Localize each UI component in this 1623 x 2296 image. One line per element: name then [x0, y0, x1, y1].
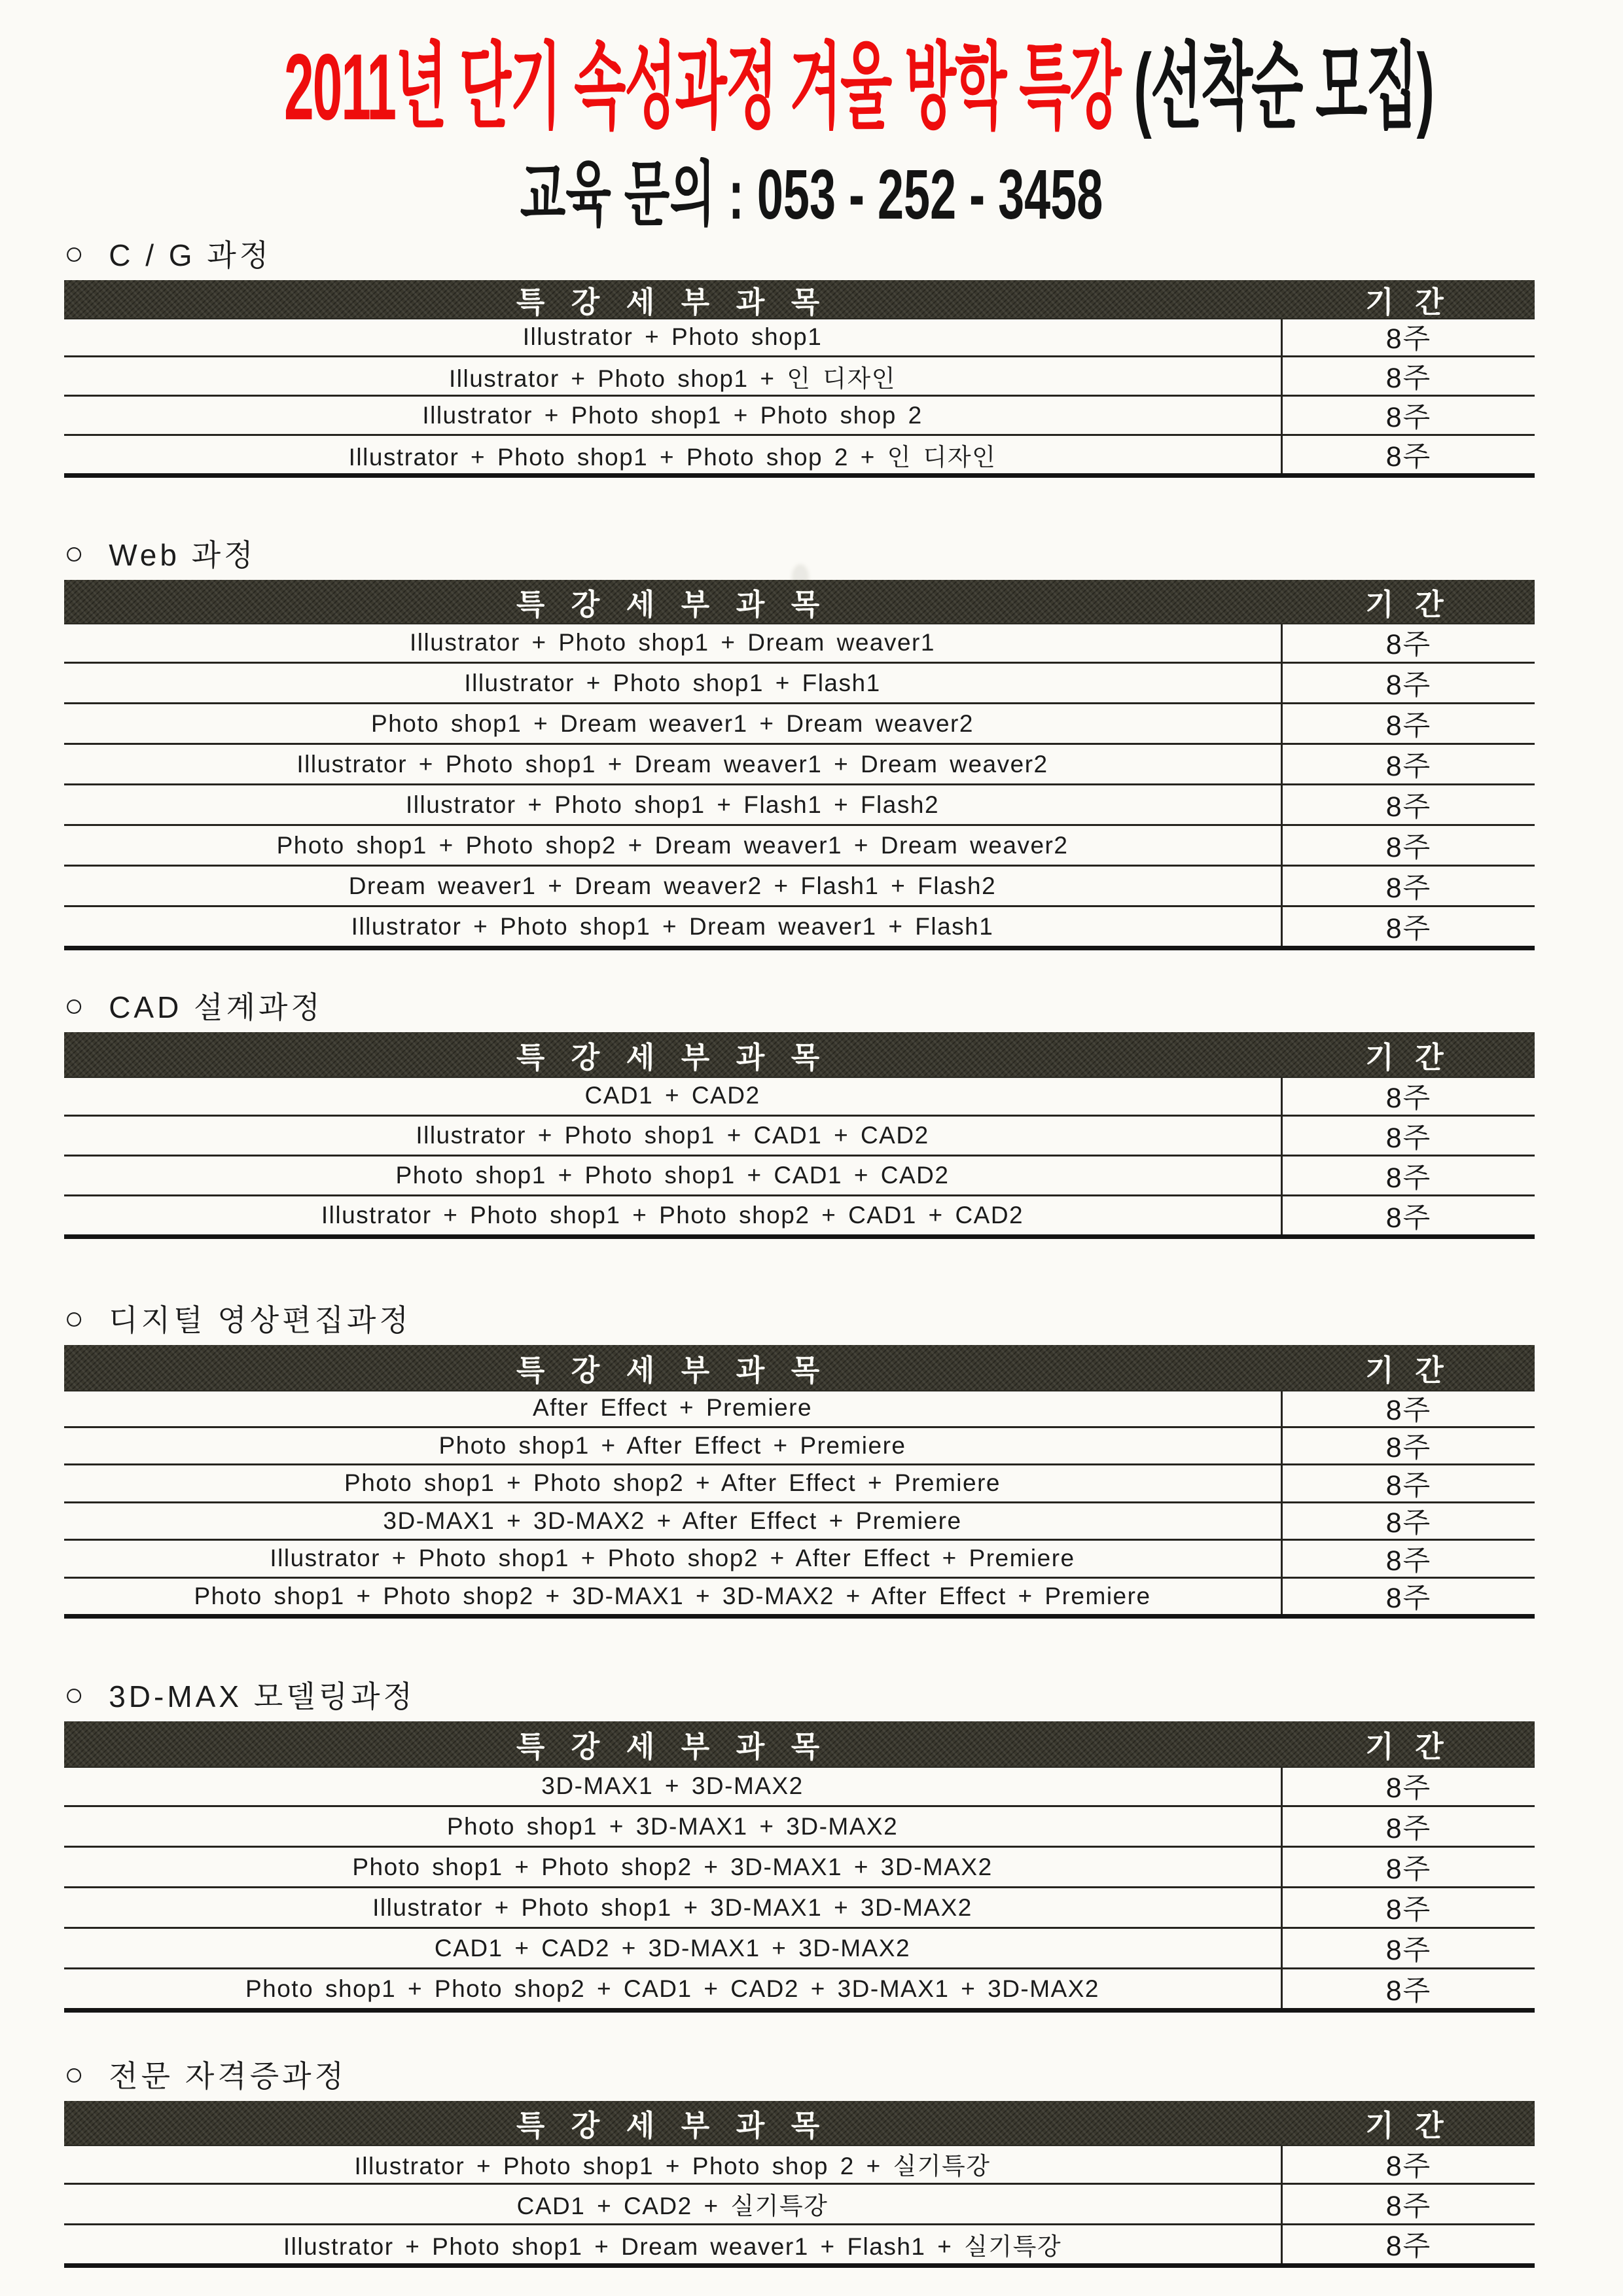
table-row — [64, 1846, 1535, 1886]
table-rows — [64, 1390, 1535, 1619]
subject-cell: CAD1 + CAD2 — [584, 1082, 760, 1109]
period-cell: 8주 — [1281, 1196, 1535, 1234]
column-header-subject: 특 강 세 부 과 목 — [516, 1354, 829, 1387]
table-row — [64, 318, 1535, 355]
course-table — [64, 280, 1535, 478]
period-cell: 8주 — [1281, 2225, 1535, 2263]
subject-cell: CAD1 + CAD2 + 실기특강 — [516, 2193, 829, 2220]
period-cell: 8주 — [1281, 907, 1535, 946]
table-row — [64, 1539, 1535, 1577]
course-table — [64, 2101, 1535, 2268]
period-cell: 8주 — [1281, 1579, 1535, 1615]
table-row — [64, 1115, 1535, 1155]
period-cell: 8주 — [1281, 745, 1535, 783]
subject-cell: Illustrator + Photo shop1 + Dream weaver1 + Flash1 + 실기특강 — [283, 2233, 1062, 2260]
subject-cell: Illustrator + Photo shop1 + Photo shop2 + After Effect + Premiere — [270, 1545, 1075, 1572]
scan-smudge — [792, 564, 809, 590]
table-row — [64, 1767, 1535, 1805]
circle-bullet-icon: ○ — [64, 2056, 84, 2092]
subject-cell: 3D-MAX1 + 3D-MAX2 — [541, 1772, 804, 1799]
period-cell: 8주 — [1281, 1428, 1535, 1464]
period-cell: 8주 — [1281, 1465, 1535, 1501]
subject-cell: Photo shop1 + 3D-MAX1 + 3D-MAX2 — [446, 1812, 899, 1840]
section-label — [64, 988, 1535, 1023]
circle-bullet-icon: ○ — [64, 1676, 84, 1713]
subject-cell: Illustrator + Photo shop1 + Photo shop 2 + 인 디자인 — [348, 443, 997, 471]
course-section — [64, 1300, 1535, 1619]
course-table — [64, 1032, 1535, 1239]
table-rows — [64, 318, 1535, 478]
table-header-bar — [64, 1721, 1535, 1767]
table-row — [64, 865, 1535, 905]
table-row — [64, 1390, 1535, 1426]
section-label — [64, 1677, 1535, 1712]
subject-cell: Illustrator + Photo shop1 + Flash1 + Flash2 — [405, 791, 940, 818]
column-header-subject: 특 강 세 부 과 목 — [516, 1730, 829, 1763]
section-label — [64, 236, 1535, 271]
period-cell: 8주 — [1281, 1157, 1535, 1194]
period-cell: 8주 — [1281, 1969, 1535, 2008]
table-row — [64, 2223, 1535, 2263]
subject-cell: CAD1 + CAD2 + 3D-MAX1 + 3D-MAX2 — [434, 1934, 911, 1962]
circle-bullet-icon: ○ — [64, 235, 84, 272]
course-section — [64, 988, 1535, 1239]
subject-cell: Photo shop1 + Photo shop2 + 3D-MAX1 + 3D-MAX2 + After Effect + Premiere — [194, 1582, 1151, 1609]
table-row — [64, 623, 1535, 662]
course-table — [64, 1721, 1535, 2013]
period-cell: 8주 — [1281, 867, 1535, 905]
period-cell: 8주 — [1281, 1807, 1535, 1846]
course-section — [64, 2056, 1535, 2268]
scan-smudge — [1492, 1350, 1512, 1364]
table-row — [64, 743, 1535, 783]
column-header-subject: 특 강 세 부 과 목 — [516, 587, 829, 621]
table-header-bar — [64, 2101, 1535, 2145]
subject-cell: Photo shop1 + Photo shop1 + CAD1 + CAD2 — [395, 1162, 950, 1189]
subject-cell: Photo shop1 + Photo shop2 + Dream weaver1 + Dream weaver2 — [276, 831, 1069, 859]
period-cell: 8주 — [1281, 1503, 1535, 1539]
table-row — [64, 1927, 1535, 1967]
period-cell: 8주 — [1281, 2185, 1535, 2223]
page-title-black-part: (선착순 모집) — [1133, 35, 1433, 140]
course-table — [64, 1345, 1535, 1619]
table-row — [64, 1577, 1535, 1615]
section-label-text: 3D-MAX 모델링과정 — [109, 1679, 416, 1713]
table-row — [64, 1077, 1535, 1115]
period-cell: 8주 — [1281, 623, 1535, 662]
section-label — [64, 1300, 1535, 1336]
column-header-period: 기 간 — [1365, 1730, 1450, 1763]
period-cell: 8주 — [1281, 826, 1535, 865]
period-cell: 8주 — [1281, 1390, 1535, 1426]
column-header-period: 기 간 — [1365, 2109, 1450, 2142]
column-header-period: 기 간 — [1365, 587, 1450, 621]
section-label-text: Web 과정 — [109, 538, 257, 572]
table-row — [64, 1805, 1535, 1846]
period-cell: 8주 — [1281, 704, 1535, 743]
course-section — [64, 236, 1535, 478]
table-row — [64, 662, 1535, 702]
subject-cell: Photo shop1 + Photo shop2 + After Effect + Premiere — [344, 1469, 1001, 1497]
period-cell: 8주 — [1281, 318, 1535, 355]
table-rows — [64, 1767, 1535, 2013]
circle-bullet-icon: ○ — [64, 1300, 84, 1336]
table-rows — [64, 1077, 1535, 1239]
section-label-text: 디지털 영상편집과정 — [109, 1303, 412, 1337]
period-cell: 8주 — [1281, 397, 1535, 434]
period-cell: 8주 — [1281, 1888, 1535, 1927]
section-label — [64, 2056, 1535, 2092]
table-rows — [64, 623, 1535, 950]
subject-cell: Illustrator + Photo shop1 + Flash1 — [464, 669, 881, 696]
period-cell: 8주 — [1281, 785, 1535, 824]
table-row — [64, 1501, 1535, 1539]
section-label-text: C / G 과정 — [109, 238, 272, 272]
column-header-subject: 특 강 세 부 과 목 — [516, 1040, 829, 1074]
subject-cell: Illustrator + Photo shop1 + CAD1 + CAD2 — [416, 1122, 929, 1149]
table-header-bar — [64, 1345, 1535, 1390]
subject-cell: Photo shop1 + After Effect + Premiere — [438, 1431, 906, 1459]
course-table — [64, 580, 1535, 950]
table-rows — [64, 2145, 1535, 2268]
page-title — [47, 35, 1623, 140]
subject-cell: Photo shop1 + Dream weaver1 + Dream weaver2 — [371, 709, 974, 737]
table-row — [64, 1463, 1535, 1501]
period-cell: 8주 — [1281, 436, 1535, 473]
subject-cell: Photo shop1 + Photo shop2 + 3D-MAX1 + 3D-MAX2 — [352, 1853, 993, 1880]
column-header-period: 기 간 — [1365, 1354, 1450, 1387]
circle-bullet-icon: ○ — [64, 535, 84, 571]
table-header-bar — [64, 1032, 1535, 1077]
subject-cell: Illustrator + Photo shop1 + Dream weaver1 + Flash1 — [351, 912, 994, 940]
column-header-subject: 특 강 세 부 과 목 — [516, 2109, 829, 2142]
subject-cell: Illustrator + Photo shop1 — [522, 323, 823, 350]
table-header-bar — [64, 280, 1535, 318]
subject-cell: Illustrator + Photo shop1 + 인 디자인 — [448, 365, 897, 392]
section-label-text: CAD 설계과정 — [109, 990, 323, 1024]
period-cell: 8주 — [1281, 1848, 1535, 1886]
period-cell: 8주 — [1281, 1077, 1535, 1115]
subject-cell: After Effect + Premiere — [532, 1394, 813, 1422]
subject-cell: Illustrator + Photo shop1 + 3D-MAX1 + 3D-MAX2 — [372, 1893, 972, 1921]
table-row — [64, 434, 1535, 473]
table-row — [64, 905, 1535, 946]
section-label-text: 전문 자격증과정 — [109, 2059, 348, 2093]
column-header-period: 기 간 — [1365, 1040, 1450, 1074]
table-row — [64, 395, 1535, 434]
period-cell: 8주 — [1281, 1767, 1535, 1805]
period-cell: 8주 — [1281, 1929, 1535, 1967]
circle-bullet-icon: ○ — [64, 987, 84, 1024]
table-row — [64, 2183, 1535, 2223]
period-cell: 8주 — [1281, 357, 1535, 395]
table-row — [64, 1426, 1535, 1464]
subject-cell: Dream weaver1 + Dream weaver2 + Flash1 + Flash2 — [348, 872, 997, 899]
period-cell: 8주 — [1281, 1117, 1535, 1155]
period-cell: 8주 — [1281, 1541, 1535, 1577]
table-row — [64, 355, 1535, 395]
table-row — [64, 783, 1535, 824]
subject-cell: Illustrator + Photo shop1 + Photo shop2 + CAD1 + CAD2 — [321, 1202, 1024, 1229]
period-cell: 8주 — [1281, 664, 1535, 702]
table-row — [64, 824, 1535, 865]
table-row — [64, 702, 1535, 743]
column-header-period: 기 간 — [1365, 285, 1450, 319]
table-row — [64, 1155, 1535, 1194]
table-row — [64, 1886, 1535, 1927]
subject-cell: Illustrator + Photo shop1 + Dream weaver1 + Dream weaver2 — [296, 750, 1048, 778]
table-row — [64, 1194, 1535, 1234]
course-section — [64, 535, 1535, 950]
page-title-red-part: 2011년 단기 속성과정 겨울 방학 특강 — [284, 35, 1134, 140]
subject-cell: Illustrator + Photo shop1 + Photo shop 2 — [422, 401, 923, 429]
column-header-subject: 특 강 세 부 과 목 — [516, 285, 829, 319]
subject-cell: Illustrator + Photo shop1 + Photo shop 2 + 실기특강 — [354, 2153, 991, 2180]
table-row — [64, 1967, 1535, 2008]
period-cell: 8주 — [1281, 2145, 1535, 2183]
subject-cell: Photo shop1 + Photo shop2 + CAD1 + CAD2 + 3D-MAX1 + 3D-MAX2 — [245, 1975, 1100, 2002]
subject-cell: 3D-MAX1 + 3D-MAX2 + After Effect + Premiere — [383, 1507, 962, 1534]
subject-cell: Illustrator + Photo shop1 + Dream weaver1 — [410, 628, 935, 656]
contact-phone-line: 교육 문의 : 053 - 252 - 3458 — [520, 156, 1103, 234]
course-section — [64, 1677, 1535, 2013]
table-row — [64, 2145, 1535, 2183]
